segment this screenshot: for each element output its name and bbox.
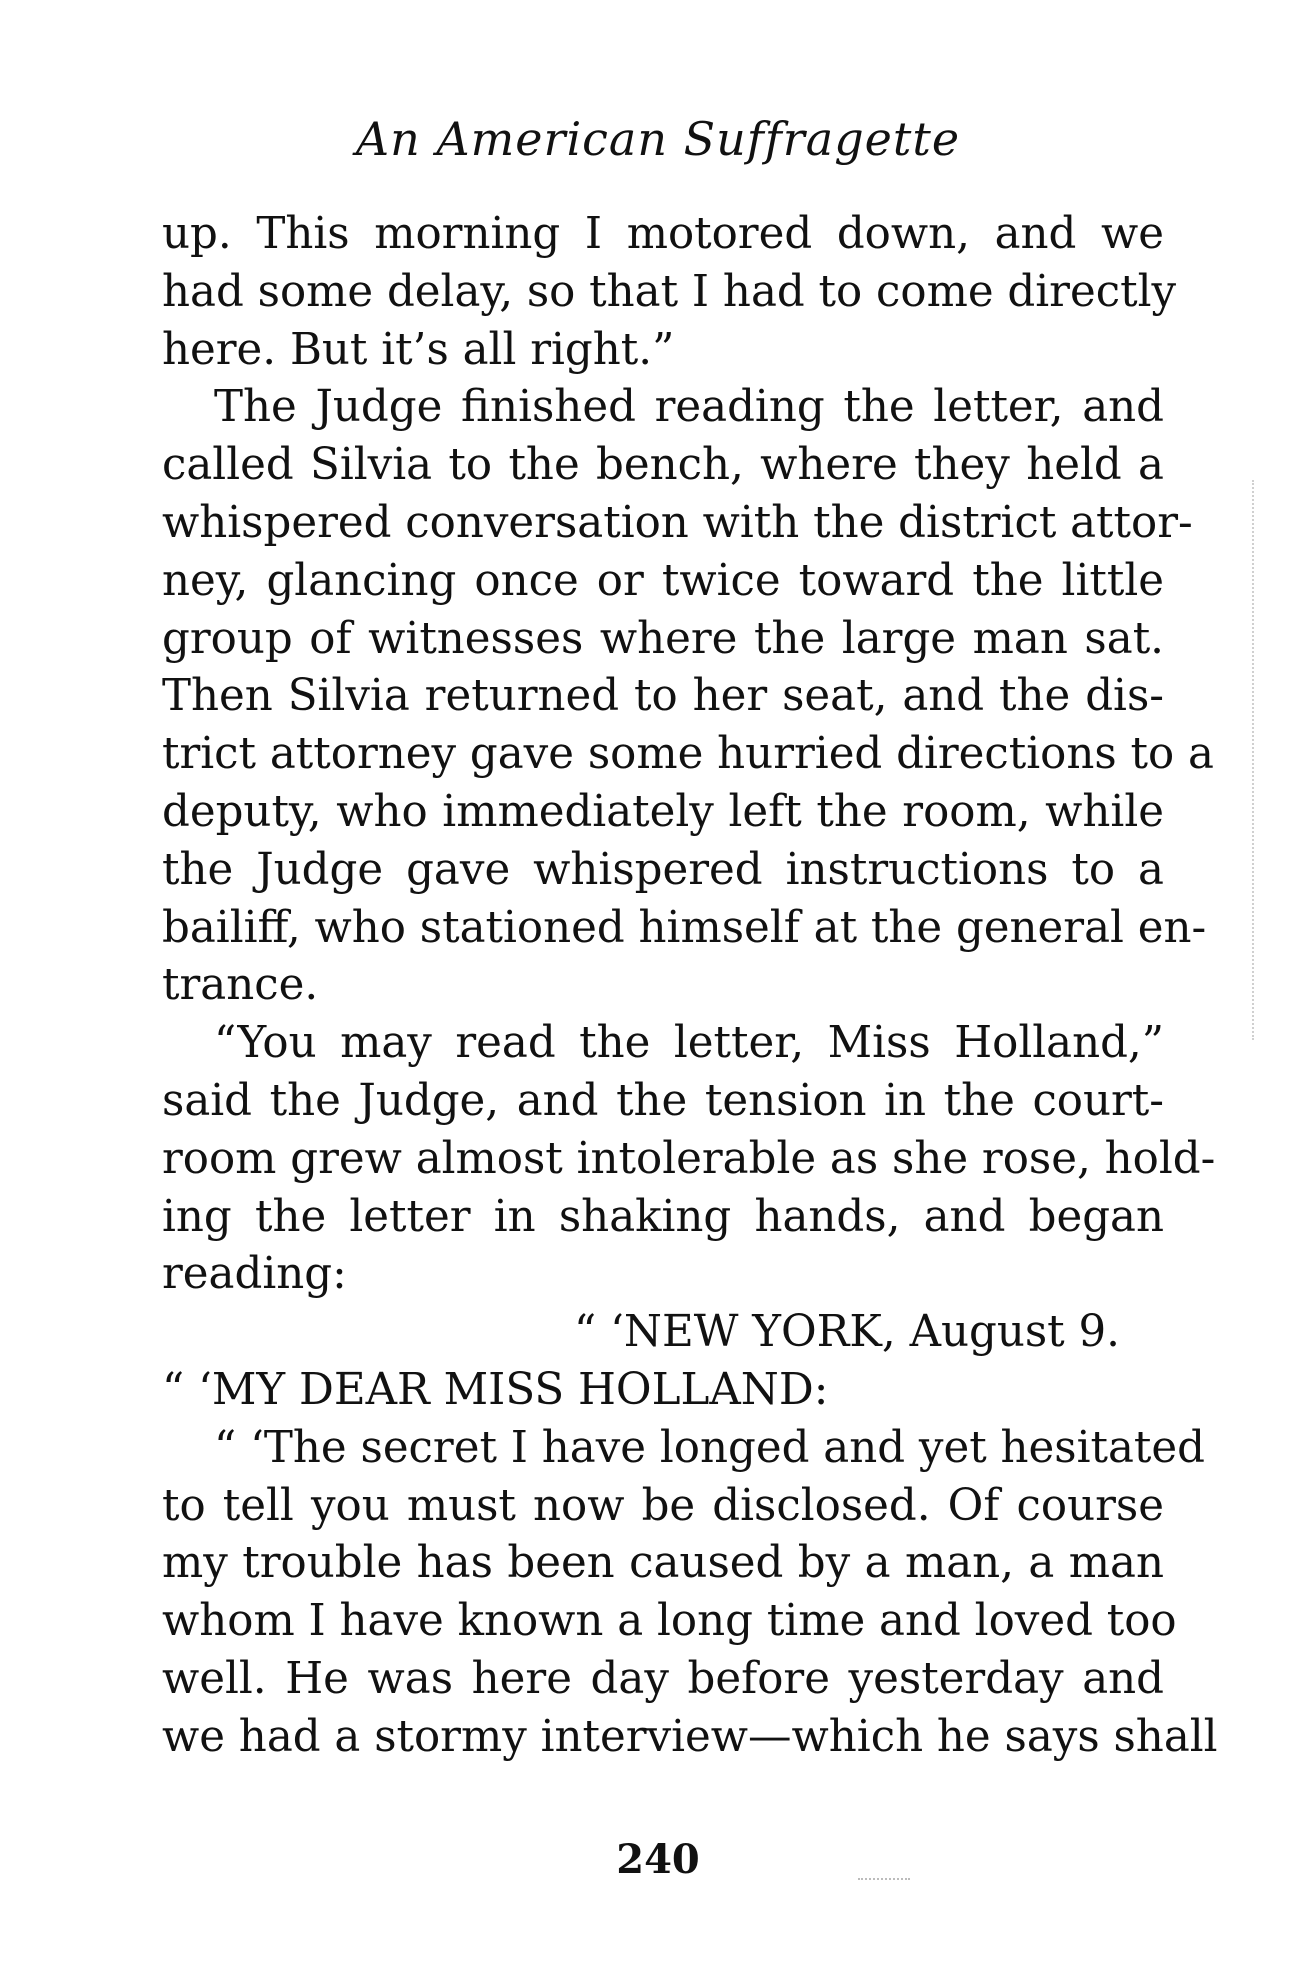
running-head: An American Suffragette	[355, 112, 961, 166]
text-line: to tell you must now be disclosed. Of course	[162, 1480, 1164, 1531]
text-line: “ ‘The secret I have longed and yet hesitated	[214, 1422, 1205, 1473]
text-line: bailiff, who stationed himself at the general en-	[162, 902, 1207, 953]
text-line: The Judge finished reading the letter, and	[214, 382, 1164, 433]
text-line: called Silvia to the bench, where they held a	[162, 440, 1164, 491]
letter-dateline: “ ‘NEW YORK, August 9.	[574, 1307, 1120, 1358]
text-line: up. This morning I motored down, and we	[162, 209, 1164, 259]
text-line: ney, glancing once or twice toward the little	[162, 555, 1164, 606]
text-line: reading:	[162, 1249, 347, 1300]
footer-scan-mark	[858, 1878, 910, 1880]
text-line: trict attorney gave some hurried directions to a	[162, 729, 1214, 780]
text-line: room grew almost intolerable as she rose, hold-	[162, 1133, 1216, 1184]
text-line: had some delay, so that I had to come directly	[162, 266, 1177, 317]
text-line: the Judge gave whispered instructions to a	[162, 844, 1164, 895]
text-line: “You may read the letter, Miss Holland,”	[214, 1018, 1164, 1069]
text-line: ing the letter in shaking hands, and began	[162, 1191, 1164, 1242]
text-line: my trouble has been caused by a man, a man	[162, 1538, 1164, 1589]
text-line: deputy, who immediately left the room, while	[162, 786, 1164, 837]
text-line: well. He was here day before yesterday and	[162, 1653, 1164, 1704]
text-line: here. But it’s all right.”	[162, 324, 675, 375]
text-line: said the Judge, and the tension in the court-	[162, 1075, 1164, 1126]
text-line: we had a stormy interview—which he says shall	[162, 1711, 1218, 1762]
text-line: group of witnesses where the large man sat.	[162, 613, 1164, 664]
text-line: whispered conversation with the district attor-	[162, 497, 1193, 548]
page-number: 240	[616, 1836, 700, 1883]
margin-scan-marks	[1252, 480, 1266, 1040]
body-text	[162, 206, 1218, 1767]
text-line: trance.	[162, 960, 319, 1011]
letter-salutation: “ ‘MY DEAR MISS HOLLAND:	[162, 1364, 829, 1415]
text-line: whom I have known a long time and loved too	[162, 1596, 1177, 1647]
text-line: Then Silvia returned to her seat, and the dis-	[162, 671, 1164, 722]
